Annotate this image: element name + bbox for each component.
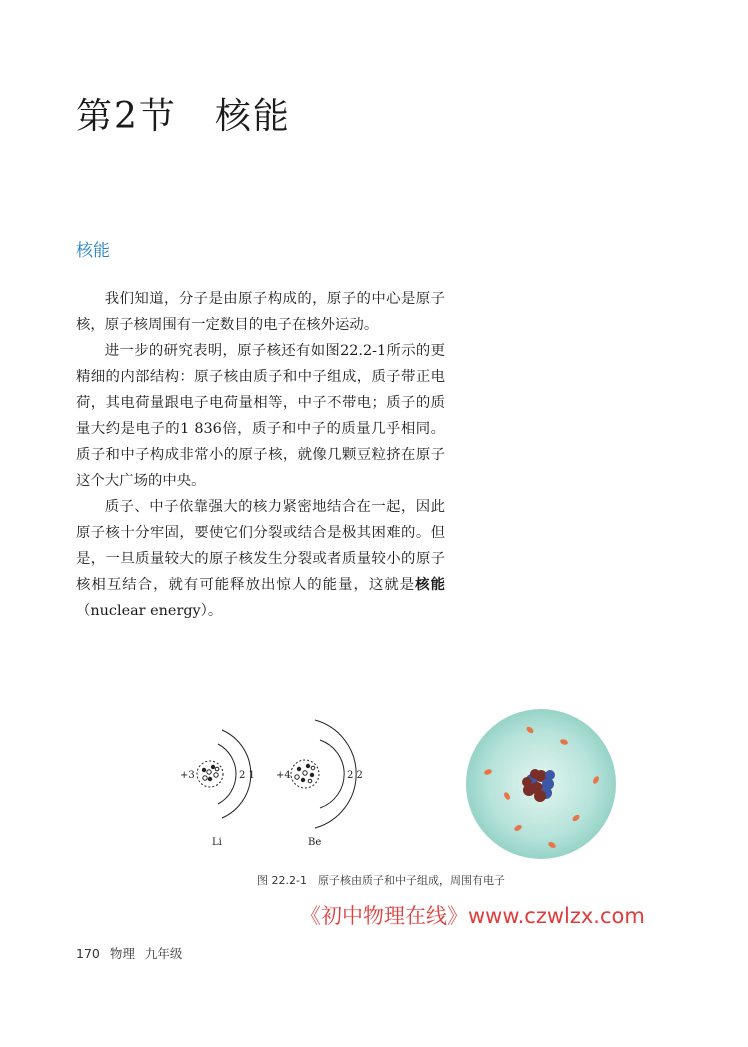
watermark: 《初中物理在线》www.czwlzx.com [300, 904, 645, 928]
li-shell-1 [218, 744, 236, 804]
li-nucleus-particles [202, 765, 219, 781]
be-shell-counts: 2 2 [347, 770, 363, 781]
paragraph-3-tail: （nuclear energy）。 [76, 603, 223, 619]
footer-subject: 物理 [109, 946, 135, 961]
li-shell-counts: 2 1 [239, 770, 255, 781]
paragraph-1: 我们知道，分子是由原子构成的，原子的中心是原子核，原子核周围有一定数目的电子在核外运动。 [76, 291, 445, 333]
figure-22-2-1 [160, 700, 620, 870]
atom-illustration [466, 709, 616, 859]
li-atom-diagram [180, 730, 255, 848]
section-heading: 核能 [76, 241, 110, 261]
paragraph-2: 进一步的研究表明，原子核还有如图22.2-1所示的更精细的内部结构：原子核由质子和中子组成，质子带正电荷，其电荷量跟电子电荷量相等，中子不带电；质子的质量大约是电子的1 836倍，质子和中子的质量几乎相同。质子和中子构成非常小的原子核，就像几颗豆粒挤在原子这个大广场的中央。 [76, 343, 445, 489]
li-label: Li [212, 837, 222, 848]
term-nuclear-energy: 核能 [415, 577, 445, 593]
li-charge: +3 [180, 770, 195, 781]
paragraph-3-text: 质子、中子依靠强大的核力紧密地结合在一起，因此原子核十分牢固，要使它们分裂或结合是极其困难的。但是，一旦质量较大的原子核发生分裂或者质量较小的原子核相互结合，就有可能释放出惊人的能量，这就是 [76, 499, 445, 593]
body-text [76, 286, 445, 624]
be-atom-diagram [276, 720, 363, 848]
be-charge: +4 [276, 770, 291, 781]
be-nucleus-particles [295, 764, 315, 783]
page-number: 170 [76, 946, 100, 961]
be-label: Be [308, 837, 322, 848]
chapter-title: 第2节 核能 [76, 96, 291, 137]
paragraph-3 [76, 494, 445, 624]
footer-grade: 九年级 [144, 946, 183, 961]
figure-caption: 图 22.2-1 原子核由质子和中子组成，周围有电子 [257, 874, 505, 887]
page-footer [76, 944, 192, 962]
figure-svg [160, 700, 620, 870]
be-nucleus [291, 760, 319, 788]
be-shell-1 [320, 740, 344, 808]
